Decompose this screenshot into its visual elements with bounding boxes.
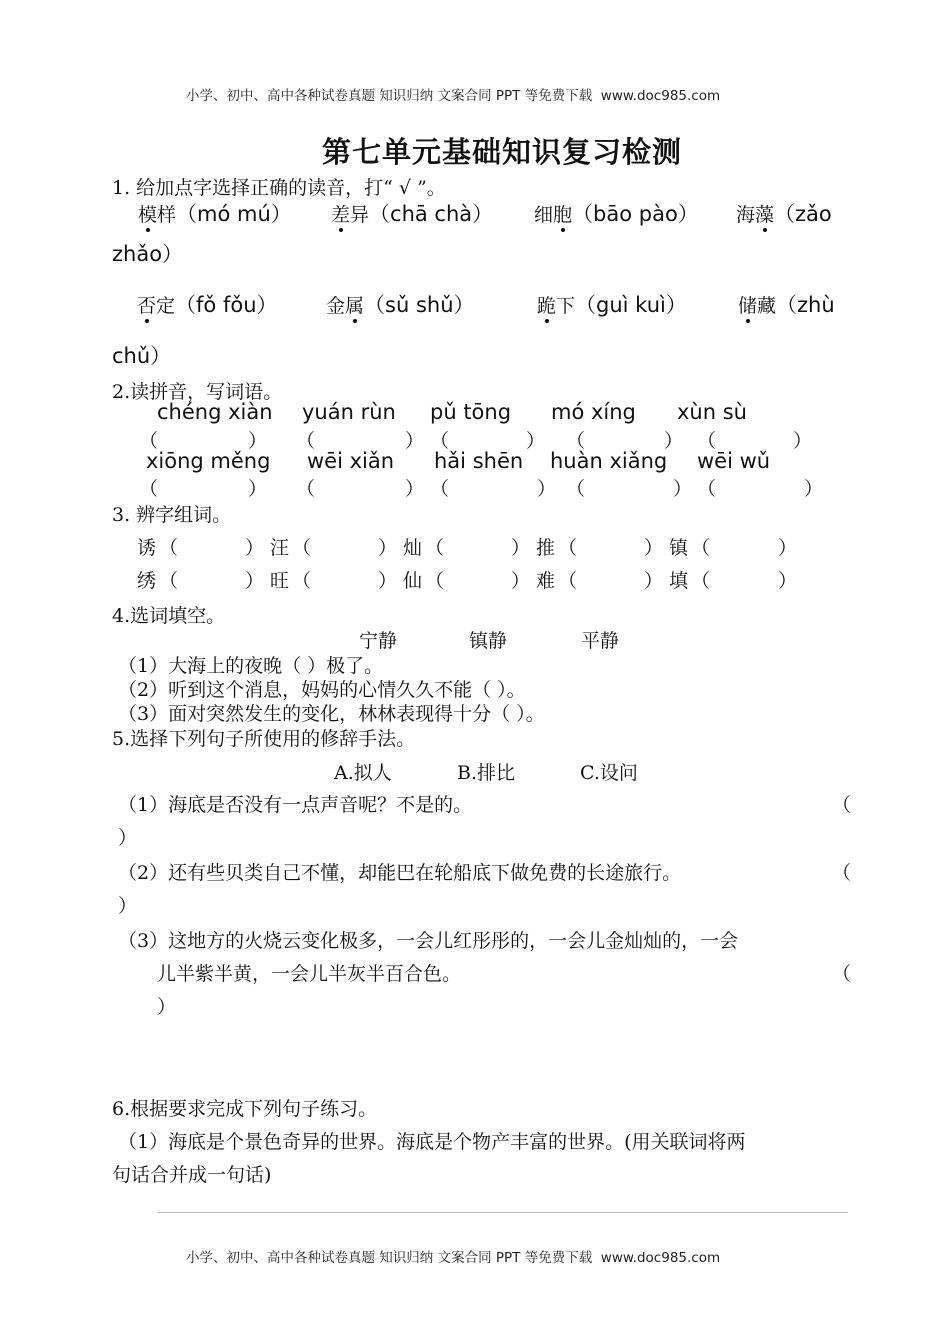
q2-pinyin: xiōng měng — [146, 449, 271, 473]
header-note — [186, 84, 720, 104]
q2-answer-open: （ — [139, 430, 159, 452]
q3-char: 旺 — [270, 570, 290, 592]
q2-answer-close: ） — [664, 430, 684, 452]
q1-item: 模样（mó mú） — [138, 202, 292, 226]
q1-item: 否定（fǒ fǒu） — [137, 293, 278, 317]
q2-answer-open: （ — [430, 478, 450, 500]
q3-char: 诱 — [137, 537, 157, 559]
page-title: 第七单元基础知识复习检测 — [322, 135, 683, 169]
q1-wrap: zhǎo） — [112, 242, 184, 266]
q3-paren-open: （ — [558, 537, 578, 559]
q2-answer-close: ） — [405, 478, 425, 500]
q2-prompt: 2.读拼音，写词语。 — [112, 381, 283, 403]
q2-pinyin: hǎi shēn — [434, 449, 524, 473]
q2-answer-close: ） — [804, 478, 824, 500]
q3-paren-close: ） — [644, 570, 664, 592]
q3-char: 仙 — [403, 570, 423, 592]
q2-answer-close: ） — [248, 478, 268, 500]
q2-answer-close: ） — [537, 478, 557, 500]
header-text: 小学、初中、高中各种试卷真题 知识归纳 文案合同 PPT 等免费下载 — [186, 88, 593, 104]
q1-prompt: 1. 给加点字选择正确的读音，打“ √ ”。 — [112, 177, 446, 199]
q1-item: 细胞（bāo pào） — [534, 202, 699, 226]
q3-paren-open: （ — [558, 570, 578, 592]
q5-paren-open: （ — [832, 963, 852, 985]
q4-option: 镇静 — [469, 630, 508, 652]
q5-paren-close: ） — [157, 996, 177, 1018]
q3-char: 填 — [669, 570, 689, 592]
q5-sentence: （3）这地方的火烧云变化极多，一会儿红彤彤的，一会儿金灿灿的，一会 — [118, 930, 739, 952]
q2-answer-open: （ — [697, 478, 717, 500]
q2-answer-close: ） — [405, 430, 425, 452]
footer-text: 小学、初中、高中各种试卷真题 知识归纳 文案合同 PPT 等免费下载 — [186, 1250, 593, 1266]
q6-sentence-cont: 句话合并成一句话) — [112, 1164, 272, 1186]
q2-answer-close: ） — [526, 430, 546, 452]
q3-prompt: 3. 辨字组词。 — [112, 504, 232, 526]
q3-paren-close: ） — [378, 570, 398, 592]
q2-pinyin: chéng xiàn — [157, 400, 273, 424]
q2-pinyin: yuán rùn — [302, 400, 396, 424]
q5-sentence: （2）还有些贝类自己不懂，却能巴在轮船底下做免费的长途旅行。 — [118, 862, 682, 884]
q5-prompt: 5.选择下列句子所使用的修辞手法。 — [112, 728, 416, 750]
q2-answer-open: （ — [296, 478, 316, 500]
q2-answer-close: ） — [248, 430, 268, 452]
header-site: www.doc985.com — [600, 88, 721, 104]
q2-answer-open: （ — [296, 430, 316, 452]
q1-item: 海藻（zǎo — [736, 202, 832, 226]
q2-pinyin: wēi xiǎn — [307, 449, 395, 473]
q1-wrap: chǔ） — [112, 344, 172, 368]
q3-paren-close: ） — [511, 537, 531, 559]
q5-sentence-cont: 儿半紫半黄，一会儿半灰半百合色。 — [157, 963, 462, 985]
q3-paren-open: （ — [425, 537, 445, 559]
q3-char: 汪 — [270, 537, 290, 559]
q1-item: 跪下（guì kuì） — [537, 293, 687, 317]
q5-paren-close: ） — [118, 895, 138, 917]
q2-answer-open: （ — [139, 478, 159, 500]
q3-char: 灿 — [403, 537, 423, 559]
q2-pinyin: mó xíng — [551, 400, 636, 424]
q5-paren-open: （ — [832, 862, 852, 884]
q3-char: 镇 — [669, 537, 689, 559]
q5-option: C.设问 — [580, 762, 638, 784]
q3-paren-open: （ — [691, 537, 711, 559]
q3-paren-open: （ — [425, 570, 445, 592]
q3-paren-open: （ — [159, 537, 179, 559]
q1-item: 差异（chā chà） — [331, 202, 494, 226]
footer-site: www.doc985.com — [600, 1250, 721, 1266]
q4-sentence: （1）大海上的夜晚（ ）极了。 — [118, 655, 384, 677]
q1-item: 金属（sǔ shǔ） — [326, 293, 475, 317]
q6-prompt: 6.根据要求完成下列句子练习。 — [112, 1098, 378, 1120]
q1-item: 储藏（zhù — [738, 293, 835, 317]
q3-paren-open: （ — [691, 570, 711, 592]
q5-option: B.排比 — [457, 762, 516, 784]
q2-answer-open: （ — [430, 430, 450, 452]
q3-paren-close: ） — [778, 537, 798, 559]
q2-pinyin: wēi wǔ — [697, 449, 771, 473]
footer-divider — [158, 1212, 848, 1213]
q2-answer-open: （ — [566, 478, 586, 500]
q3-paren-close: ） — [511, 570, 531, 592]
q4-prompt: 4.选词填空。 — [112, 605, 226, 627]
q5-paren-open: （ — [832, 794, 852, 816]
q5-sentence: （1）海底是否没有一点声音呢？不是的。 — [118, 794, 473, 816]
q2-answer-close: ） — [673, 478, 693, 500]
q3-char: 推 — [536, 537, 556, 559]
q4-sentence: （2）听到这个消息，妈妈的心情久久不能（ ）。 — [118, 679, 526, 701]
footer-note — [186, 1246, 720, 1266]
q3-paren-close: ） — [245, 570, 265, 592]
q3-paren-close: ） — [245, 537, 265, 559]
q6-sentence: （1）海底是个景色奇异的世界。海底是个物产丰富的世界。(用关联词将两 — [118, 1131, 746, 1153]
q3-paren-open: （ — [292, 537, 312, 559]
q4-option: 宁静 — [359, 630, 398, 652]
q3-char: 绣 — [137, 570, 157, 592]
q2-pinyin: pǔ tōng — [430, 400, 512, 424]
q3-paren-close: ） — [378, 537, 398, 559]
q2-pinyin: huàn xiǎng — [550, 449, 668, 473]
q3-paren-open: （ — [292, 570, 312, 592]
q3-paren-open: （ — [159, 570, 179, 592]
q4-sentence: （3）面对突然发生的变化，林林表现得十分（ ）。 — [118, 703, 545, 725]
q2-answer-close: ） — [793, 430, 813, 452]
q3-char: 难 — [536, 570, 556, 592]
q5-option: A.拟人 — [334, 762, 392, 784]
q2-answer-open: （ — [697, 430, 717, 452]
q5-paren-close: ） — [118, 827, 138, 849]
q4-option: 平静 — [581, 630, 620, 652]
q2-answer-open: （ — [566, 430, 586, 452]
q3-paren-close: ） — [644, 537, 664, 559]
q2-pinyin: xùn sù — [677, 400, 747, 424]
q3-paren-close: ） — [778, 570, 798, 592]
